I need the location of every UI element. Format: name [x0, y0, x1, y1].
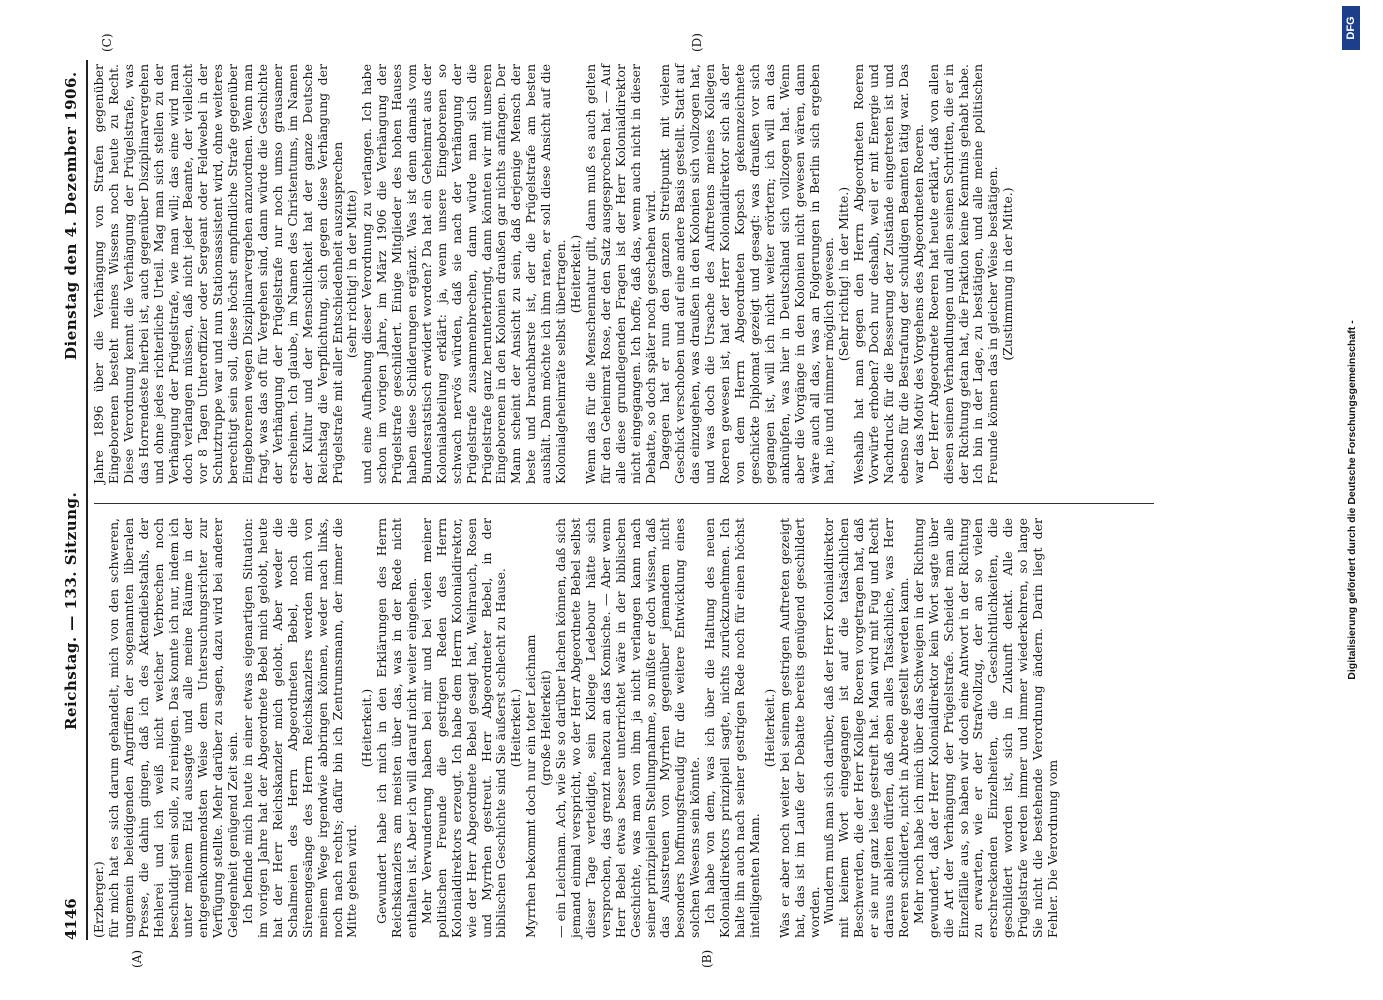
paragraph: für mich hat es sich darum gehandelt, mich von den schweren, ungemein beleidigenden Angriffen der sogenannten liberalen Presse, die dahin gingen, daß ich des Aktendiebstahls, der Hehlerei und ich weiß nicht welcher Verbrechen noch beschuldigt sein solle, zu reinigen. Das konnte ich nur, indem ich unter meinem Eid aussagte und alle meine Räume in der entgegenkommendsten Weise dem Untersuchungsrichter zur Verfügung stellte. Mehr darüber zu sagen, dazu wird bei anderer Gelegenheit genügend Zeit sein.	[105, 518, 241, 938]
paragraph: und eine Aufhebung dieser Verordnung zu verlangen. Ich habe schon im vorigen Jahre, im März 1906 die Verhängung der Prügelstrafe geschildert. Einige Mitglieder des hohen Hauses haben diese Schilderungen ergänzt. Was ist denn damals vom Bundesratstisch erwidert worden? Da hat ein Geheimrat aus der Kolonialabteilung erklärt: ja, wenn unsere Eingeborenen so schwach nervös würden, daß sie nach der Verhängung der Prügelstrafe zusammenbrechen, dann würde man sich die Prügelstrafe ganz herunterbringt, dann könnten wir mit unseren Eingeborenen in den Kolonien draußen gar nichts anfangen. Der Mann scheint der Ansicht zu sein, daß derjenige Mensch der beste und brauchbarste ist, der die Prügelstrafe am besten aushält. Dann möchte ich ihm raten, er soll diese Ansicht auf die Kolonialgeheimräte selbst übertragen.	[359, 64, 569, 484]
paragraph: Der Herr Abgeordnete Roeren hat heute erklärt, daß von allen diesen seinen Verhandlungen und allen seinen Schritten, die er in der Richtung getan hat, die Fraktion keine Kenntnis gehabt habe. Ich bin in der Lage, zu bestätigen, und alle meine politischen Freunde können das in gleicher Weise bestätigen.	[925, 64, 1001, 484]
interjection: (Sehr richtig! in der Mitte.)	[836, 186, 852, 362]
paragraph: Mehr Verwunderung haben bei mir und bei vielen meiner politischen Freunde die gestrigen Reden des Herrn Kolonialdirektors erzeugt. Ich habe dem Herrn Kolonialdirektor, wie der Herr Abgeordnete Bebel gesagt hat, Weihrauch, Rosen und Myrrhen gestreut. Herr Abgeordneter Bebel, in der biblischen Geschichte sind Sie äußerst schlecht zu Hause.	[418, 518, 509, 938]
paragraph: (Erzberger.)	[91, 861, 106, 938]
margin-mark-c: (C)	[100, 33, 114, 52]
left-column	[92, 518, 1061, 938]
paragraph: Mehr noch habe ich mich über das Schweigen in der Richtung gewundert, daß der Herr Kolonialdirektor kein Wort sagte über die Art der Verhängung der Prügelstrafe. Scheidet man alle Einzelfälle aus, so haben wir doch eine Antwort in der Richtung zu erwarten, wie er der Strafvollzug, der an so vielen erschreckenden Einzelheiten, die Geschichtlichkeiten, die geschildert worden ist, sich in Zukunft denkt. Alle die Prügelstrafe werden immer und immer wiederkehren, so lange Sie nicht die bestehende Verordnung ändern. Darin liegt der Fehler. Die Verordnung vom	[910, 518, 1060, 938]
paragraph: Was er aber noch weiter bei seinem gestrigen Auftreten gezeigt hat, das ist im Laufe der Debatte bereits genügend geschildert worden.	[776, 518, 822, 938]
page-number: 4146	[62, 898, 80, 940]
session-title: Reichstag. — 133. Sitzung.	[62, 491, 80, 730]
paragraph: Ich befinde mich heute in einer etwas eigenartigen Situation: im vorigen Jahre hat der Abgeordnete Bebel mich gelobt, heute hat der Herr Reichskanzler mich gelobt. Aber weder die Schalmeien des Herrn Abgeordneten Bebel, noch die Sirenengesänge des Herrn Reichskanzlers werden mich von meinem Wege irgendwie abbringen können, weder nach links, noch nach rechts; dafür bin ich Zentrumsmann, der immer die Mitte gehen wird.	[240, 518, 360, 938]
paragraph: Jahre 1896 über die Verhängung von Strafen gegenüber Eingeborenen besteht meines Wissens noch heute zu Recht. Diese Verordnung kennt die Verhängung der Prügelstrafe, was das Horrendeste hierbei ist, auch gegenüber Disziplinarvergehen und ohne jedes richterliche Urteil. Mag man sich stellen zu der Verhängung der Prügelstrafe, wie man will; das eine wird man doch verlangen müssen, daß nicht jeder Beamte, der vielleicht vor 8 Tagen Unteroffizier oder Sergeant oder Feldwebel in der Schutztruppe war und nun Stationsassistent wird, ohne weiteres berechtigt sein soll, diese höchst empfindliche Strafe gegenüber Eingeborenen wegen Disziplinarvergehen anzuordnen. Wenn man fragt, was das oft für Vergehen sind, dann würde die Geschichte der Verhängung der Prügelstrafe nur noch umso grausamer erscheinen. Ich glaube, im Namen des Christentums, im Namen der Kultur und der Menschlichkeit hat der ganze Deutsche Reichstag die Verpflichtung, sich gegen diese Verhängung der Prügelstrafe mit aller Entschiedenheit auszusprechen	[91, 63, 345, 484]
dfg-logo: DFG	[1342, 6, 1360, 50]
right-column	[92, 64, 1016, 484]
interjection: (Zustimmung in der Mitte.)	[1000, 187, 1016, 361]
interjection: (Heiterkeit.)	[359, 688, 375, 768]
margin-mark-b: (B)	[700, 949, 714, 968]
paragraph: Wundern muß man sich darüber, daß der Herr Kolonialdirektor mit keinem Wort eingegangen ist auf die tatsächlichen Beschwerden, die der Herr Kollege Roeren vorgetragen hat, daß er sie nur ganz leise gestreift hat. Man wird mit Fug und Recht daraus ableiten dürfen, daß eben alles Tatsächliche, was Herr Roeren schilderte, nicht in Abrede gestellt werden kann.	[821, 518, 911, 938]
paragraph: — ein Leichnam. Ach, wie Sie so darüber lachen können, daß sich jemand einmal verspricht, wo der Herr Abgeordnete Bebel selbst dieser Tage verteidigte, sein Kollege Ledebour hätte sich versprochen, das grenzt nahezu an das Komische. — Aber wenn Herr Bebel etwas besser unterrichtet wäre in der biblischen Geschichte, was man von ihm ja nicht verlangen kann nach seiner prinzipiellen Stellungnahme, so müßte er doch wissen, daß das Ausstreuen von Myrrhen gegenüber jemandem nicht besonders hoffnungsfreudig für die weitere Entwicklung eines solchen Wesens sein könnte.	[553, 518, 703, 938]
column-divider	[94, 503, 1154, 504]
interjection: (sehr richtig! in der Mitte)	[344, 189, 360, 359]
paragraph: Dagegen hat er nun den ganzen Streitpunkt mit vielem Geschick verschoben und auf eine andere Basis gestellt. Statt auf das einzugehen, was draußen in den Kolonien sich vollzogen hat, und was doch die Ursache des Auftretens meines Kollegen Roeren gewesen ist, hat der Herr Kolonialdirektor sich als der von dem Herrn Abgeordneten Kopsch gekennzeichnete geschickte Diplomat gezeigt und gesagt: was draußen vor sich gegangen ist, will ich nicht weiter erörtern; ich will an das anknüpfen, was hier in Deutschland sich vollzogen hat. Wenn aber die Vorgänge in den Kolonien nicht gewesen wären, dann wäre auch all das, was an Folgerungen in Berlin sich ergeben hat, nie und nimmer möglich gewesen.	[657, 64, 837, 484]
margin-mark-a: (A)	[130, 949, 144, 968]
paragraph: Myrrhen bekommt doch nur ein toter Leichnam	[523, 634, 539, 938]
session-date: Dienstag den 4. Dezember 1906.	[62, 71, 80, 360]
paragraph: Gewundert habe ich mich in den Erklärungen des Herrn Reichskanzlers am meisten über das, was in der Rede nicht enthalten ist. Aber ich will darauf nicht weiter eingehen.	[374, 518, 420, 938]
paragraph: Weshalb hat man gegen den Herrn Abgeordneten Roeren Vorwürfe erhoben? Doch nur deshalb, weil er mit Energie und Nachdruck für die Besserung der Zustände eingetreten ist und ebenso für die Bestrafung der schuldigen Beamten tätig war. Das war das Motiv des Vorgehens des Abgeordneten Roeren.	[851, 64, 926, 484]
paragraph: Wenn das für die Menschennatur gilt, dann muß es auch gelten für den Geheimrat Rose, der den Satz ausgesprochen hat. — Auf alle diese grundlegenden Fragen ist der Herr Kolonialdirektor nicht eingegangen. Ich hoffe, daß das, wenn auch nicht in dieser Debatte, so doch später noch geschehen wird.	[582, 64, 658, 484]
digitization-credit: Digitalisierung gefördert durch die Deutsche Forschungsgemeinschaft -	[1346, 320, 1358, 680]
interjection: (Heiterkeit.)	[508, 688, 524, 768]
page-header	[60, 60, 86, 940]
interjection: (große Heiterkeit)	[538, 670, 554, 786]
header-rule	[86, 60, 88, 940]
margin-mark-d: (D)	[690, 33, 704, 52]
paragraph: Ich habe von dem, was ich über die Haltung des neuen Kolonialdirektors prinzipiell sagte, nichts zurückzunehmen. Ich halte ihn auch nach seiner gestrigen Rede noch für einen höchst intelligenten Mann.	[702, 518, 762, 938]
interjection: (Heiterkeit.)	[761, 688, 777, 768]
interjection: (Heiterkeit.)	[568, 234, 583, 314]
